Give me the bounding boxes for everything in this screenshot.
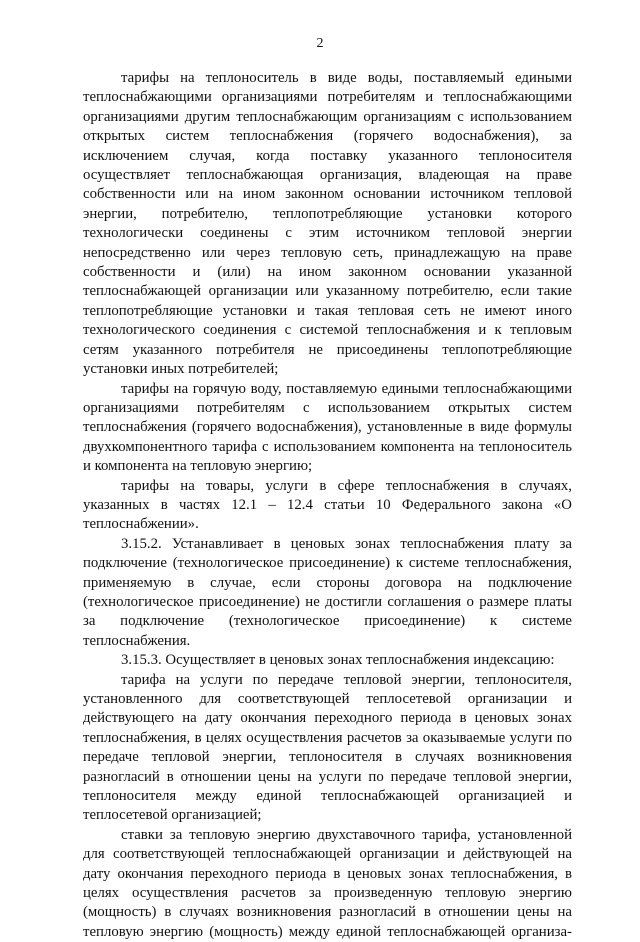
paragraph-hot-water-tariffs: тарифы на горячую воду, поставляемую едиными теплоснабжающими организациями потребителям с использованием открытых систем теплоснабжения (горячего водоснабжения), установленные в виде формулы двухкомпонентного тарифа с использованием компонента на теплоноситель и компонента на тепловую энергию; xyxy=(83,380,572,475)
paragraph-two-part-tariff: ставки за тепловую энергию двухставочного тарифа, установленной для соответствующей теплоснабжающей организации и действующей на дату окончания переходного периода в ценовых зонах теплоснабжения, в целях осуществления расчетов за произведенную тепловую энергию (мощность) в случаях возникновения разногласий в отношении цены на тепловую энергию (мощность) между единой теплоснабжающей организа- xyxy=(83,826,572,940)
paragraph-goods-services-tariffs: тарифы на товары, услуги в сфере теплоснабжения в случаях, указанных в частях 12.1 – 12.4 статьи 10 Федерального закона «О теплоснабжении». xyxy=(83,477,572,533)
paragraph-3-15-3: 3.15.3. Осуществляет в ценовых зонах теплоснабжения индексацию: xyxy=(121,652,555,669)
page-number: 2 xyxy=(316,36,324,51)
paragraph-3-15-2: 3.15.2. Устанавливает в ценовых зонах теплоснабжения плату за подключение (технологическое присоединение) к системе теплоснабжения, применяемую в случае, если стороны договора на подключение (технологическое присоединение) не достигли соглашения о размере платы за подключение (технологическое присоединение) к системе теплоснабжения. xyxy=(83,535,572,649)
paragraph-coolant-tariffs: тарифы на теплоноситель в виде воды, поставляемый едиными теплоснабжающими организациями потребителям и теплоснабжающими организациями другим теплоснабжающим организациям с использованием открытых систем теплоснабжения (горячего водоснабжения), за исключением случая, когда поставку указанного теплоносителя осуществляет теплоснабжающая организация, владеющая на праве собственности или на ином законном основании источником тепловой энергии, потребителю, теплопотребляющие установки которого технологически соединены с этим источником тепловой энергии непосредственно или через тепловую сеть, принадлежащую на праве собственности и (или) на ином законном основании указанной теплоснабжающей организации или указанному потребителю, если такие теплопотребляющие установки и такая тепловая сеть не имеют иного технологического соединения с системой теплоснабжения и к тепловым сетям указанного потребителя не присоединены теплопотребляющие установки иных потребителей; xyxy=(83,70,572,378)
document-body xyxy=(83,69,572,942)
paragraph-transmission-tariff: тарифа на услуги по передаче тепловой энергии, теплоносителя, установленного для соответствующей теплосетевой организации и действующего на дату окончания переходного периода в ценовых зонах теплоснабжения, в целях осуществления расчетов за оказываемые услуги по передаче тепловой энергии, теплоносителя в случаях возникновения разногласий в отношении цены на услуги по передаче тепловой энергии, теплоносителя между единой теплоснабжающей организацией и теплосетевой организацией; xyxy=(83,671,572,824)
